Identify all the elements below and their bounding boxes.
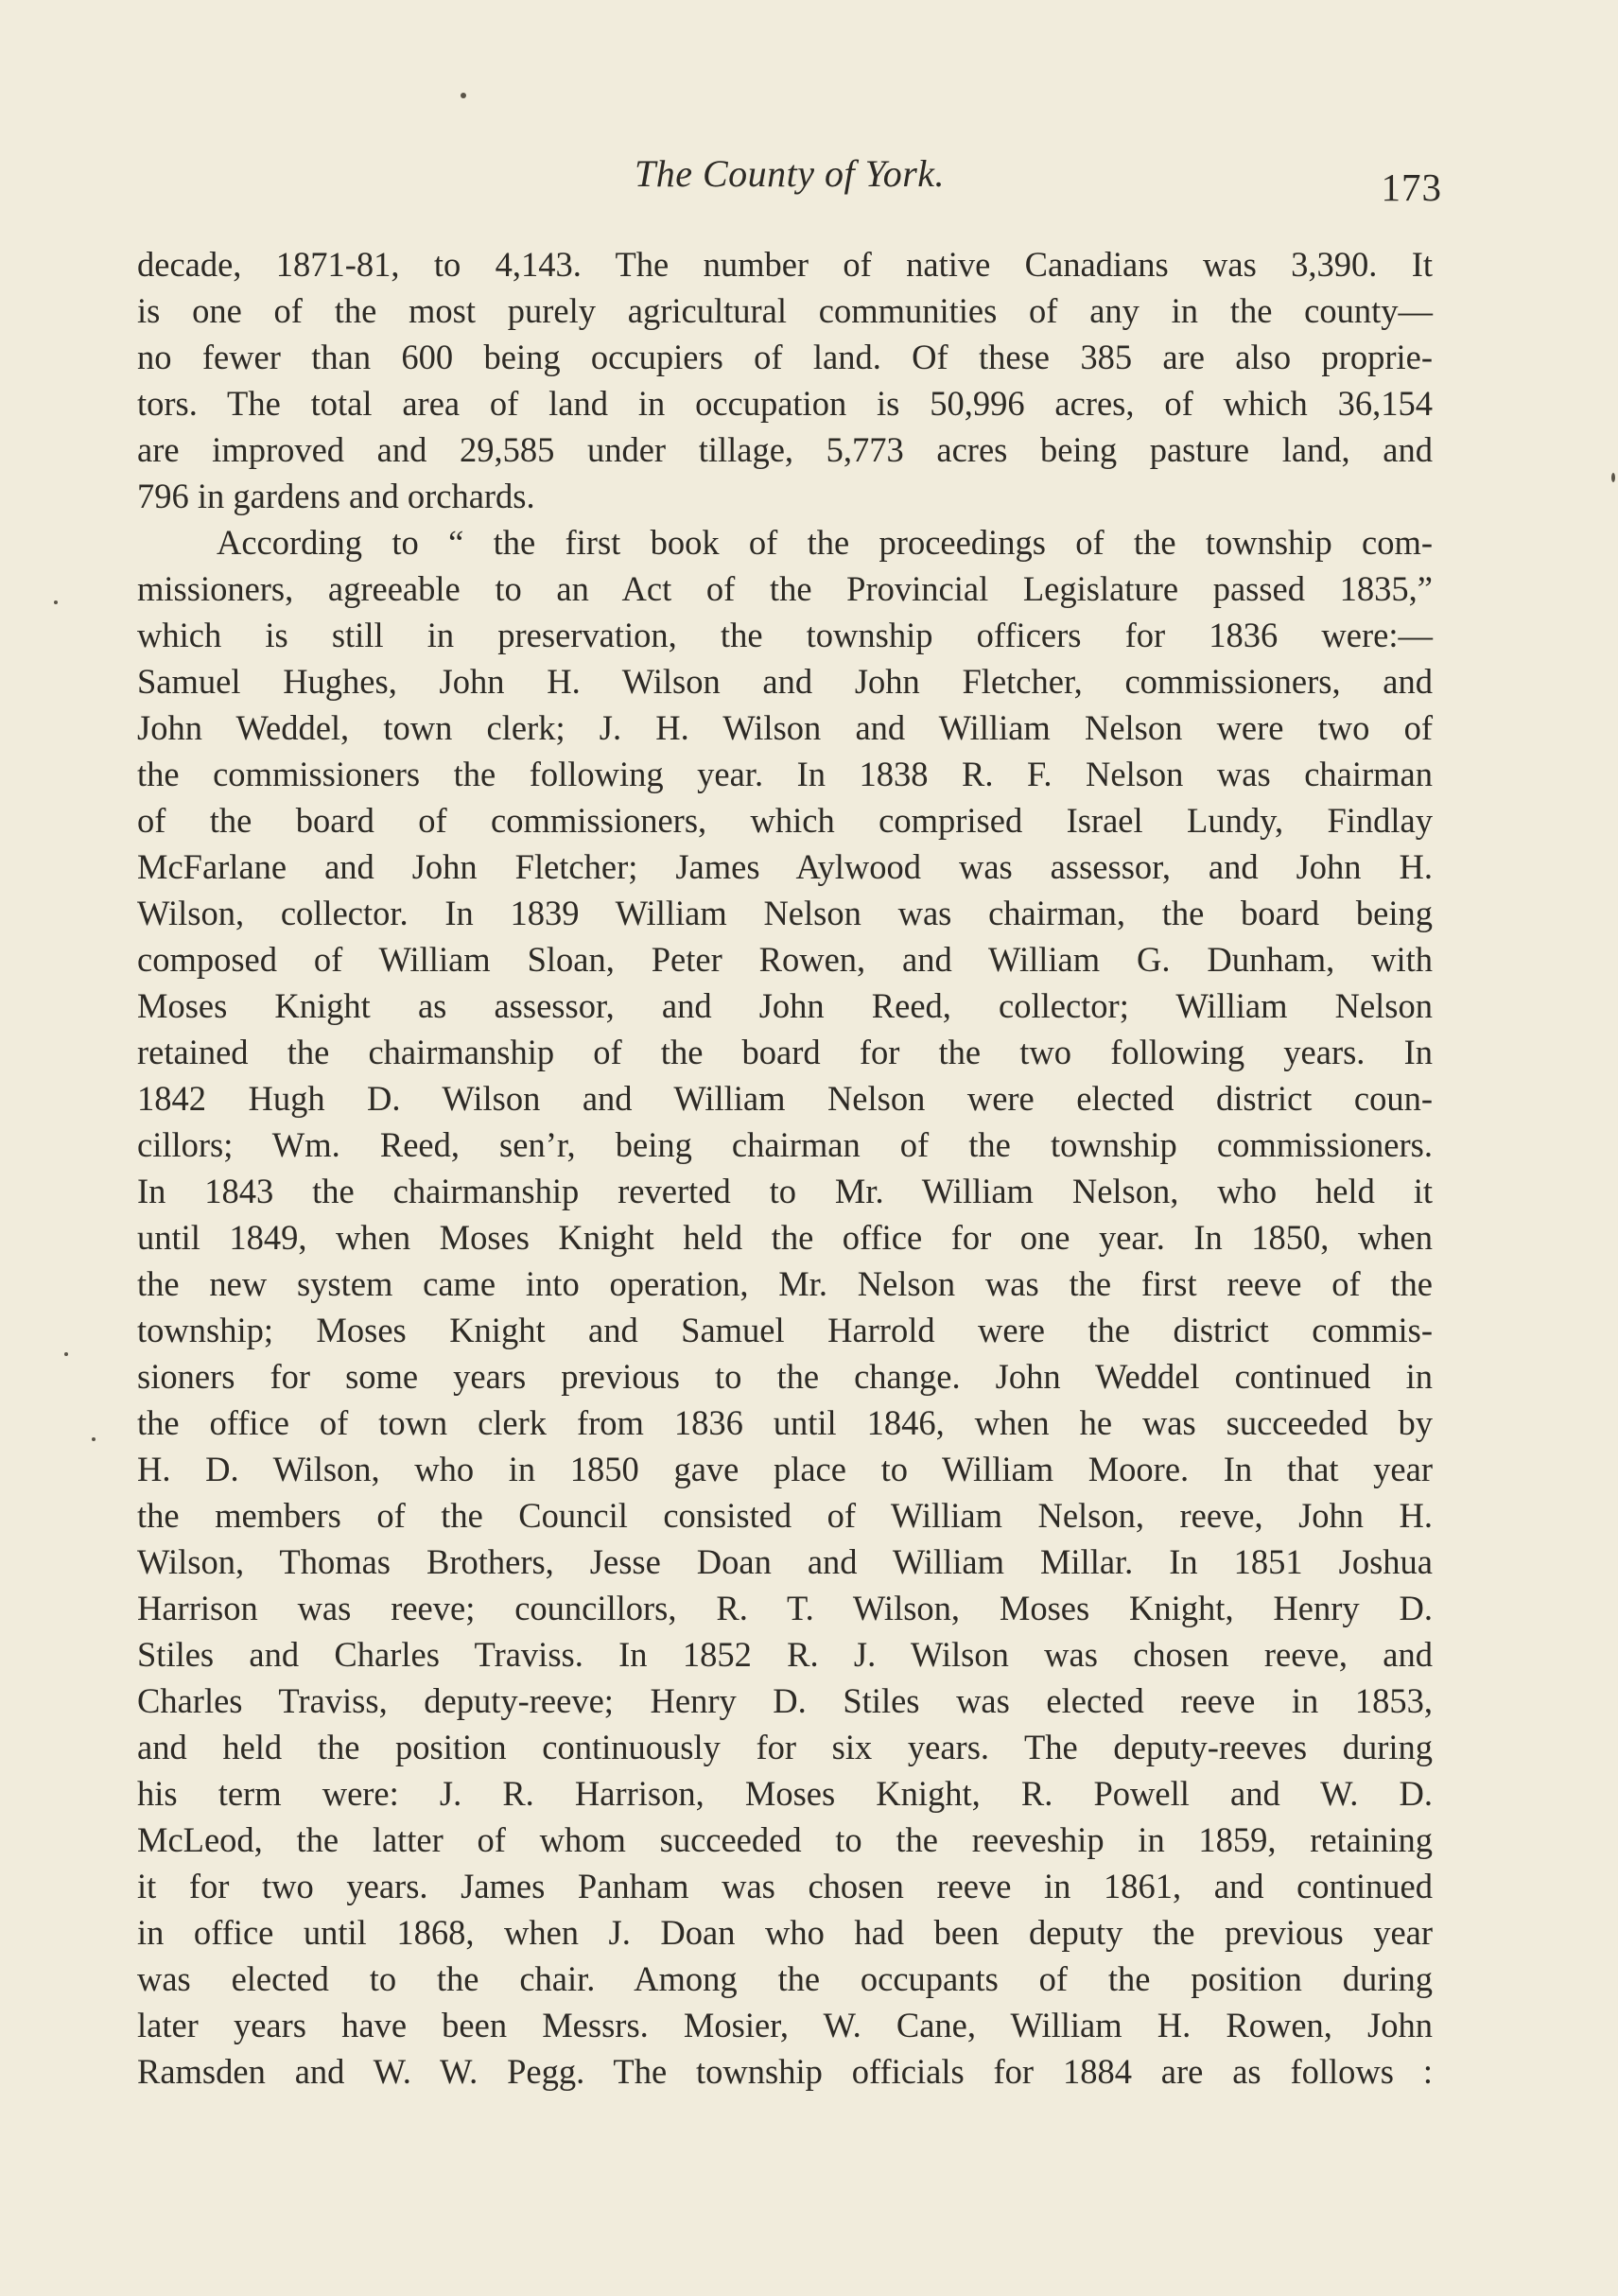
text-line: Samuel Hughes, John H. Wilson and John Fletcher, commissioners, and (137, 662, 1433, 701)
ink-speck (64, 1352, 68, 1356)
text-line: H. D. Wilson, who in 1850 gave place to William Moore. In that year (137, 1450, 1433, 1488)
text-line: township; Moses Knight and Samuel Harrold were the district commis- (137, 1311, 1433, 1349)
text-line: According to “ the first book of the proceedings of the township com- (217, 523, 1433, 562)
text-line: missioners, agreeable to an Act of the Provincial Legislature passed 1835,” (137, 569, 1433, 608)
page-header (137, 151, 1442, 208)
text-line: cillors; Wm. Reed, sen’r, being chairman of the township commissioners. (137, 1125, 1433, 1164)
text-line: until 1849, when Moses Knight held the office for one year. In 1850, when (137, 1218, 1433, 1257)
text-line: 796 in gardens and orchards. (137, 477, 535, 515)
text-line: and held the position continuously for six years. The deputy-reeves during (137, 1728, 1433, 1766)
text-line: the new system came into operation, Mr. Nelson was the first reeve of the (137, 1264, 1433, 1303)
text-line: Stiles and Charles Traviss. In 1852 R. J. Wilson was chosen reeve, and (137, 1635, 1433, 1674)
ink-speck (54, 600, 58, 604)
text-line: Wilson, collector. In 1839 William Nelson was chairman, the board being (137, 894, 1433, 932)
text-line: Moses Knight as assessor, and John Reed, collector; William Nelson (137, 986, 1433, 1025)
text-line: later years have been Messrs. Mosier, W. Cane, William H. Rowen, John (137, 2006, 1433, 2044)
text-line: is one of the most purely agricultural communities of any in the county— (137, 291, 1433, 330)
text-line: Charles Traviss, deputy-reeve; Henry D. Stiles was elected reeve in 1853, (137, 1681, 1433, 1720)
text-line: sioners for some years previous to the change. John Weddel continued in (137, 1357, 1433, 1396)
text-line: of the board of commissioners, which comprised Israel Lundy, Findlay (137, 801, 1433, 840)
ink-speck (1611, 473, 1615, 482)
text-line: his term were: J. R. Harrison, Moses Knight, R. Powell and W. D. (137, 1774, 1433, 1813)
ink-speck (92, 1437, 96, 1441)
text-line: which is still in preservation, the township officers for 1836 were:— (137, 616, 1433, 654)
page-number: 173 (1381, 165, 1442, 209)
text-line: the members of the Council consisted of William Nelson, reeve, John H. (137, 1496, 1433, 1535)
text-line: was elected to the chair. Among the occupants of the position during (137, 1959, 1433, 1998)
text-line: Harrison was reeve; councillors, R. T. Wilson, Moses Knight, Henry D. (137, 1589, 1433, 1627)
text-line: composed of William Sloan, Peter Rowen, and William G. Dunham, with (137, 940, 1433, 979)
text-line: no fewer than 600 being occupiers of land. Of these 385 are also proprie- (137, 338, 1433, 376)
text-line: 1842 Hugh D. Wilson and William Nelson were elected district coun- (137, 1079, 1433, 1118)
text-line: it for two years. James Panham was chosen reeve in 1861, and continued (137, 1867, 1433, 1905)
text-line: John Weddel, town clerk; J. H. Wilson and William Nelson were two of (137, 708, 1433, 747)
text-line: the commissioners the following year. In 1838 R. F. Nelson was chairman (137, 755, 1433, 793)
text-line: McFarlane and John Fletcher; James Aylwood was assessor, and John H. (137, 847, 1433, 886)
running-title: The County of York. (634, 152, 946, 195)
text-line: decade, 1871-81, to 4,143. The number of native Canadians was 3,390. It (137, 245, 1433, 284)
body-text (137, 241, 1433, 2095)
text-line: In 1843 the chairmanship reverted to Mr. William Nelson, who held it (137, 1172, 1433, 1210)
text-line: are improved and 29,585 under tillage, 5,773 acres being pasture land, and (137, 430, 1433, 469)
text-line: Wilson, Thomas Brothers, Jesse Doan and William Millar. In 1851 Joshua (137, 1542, 1433, 1581)
text-line: retained the chairmanship of the board for the two following years. In (137, 1033, 1433, 1071)
text-line: the office of town clerk from 1836 until 1846, when he was succeeded by (137, 1403, 1433, 1442)
ink-speck (461, 93, 466, 98)
text-line: Ramsden and W. W. Pegg. The township officials for 1884 are as follows : (137, 2052, 1433, 2091)
text-line: in office until 1868, when J. Doan who had been deputy the previous year (137, 1913, 1433, 1952)
text-line: McLeod, the latter of whom succeeded to the reeveship in 1859, retaining (137, 1820, 1433, 1859)
text-line: tors. The total area of land in occupation is 50,996 acres, of which 36,154 (137, 384, 1433, 423)
